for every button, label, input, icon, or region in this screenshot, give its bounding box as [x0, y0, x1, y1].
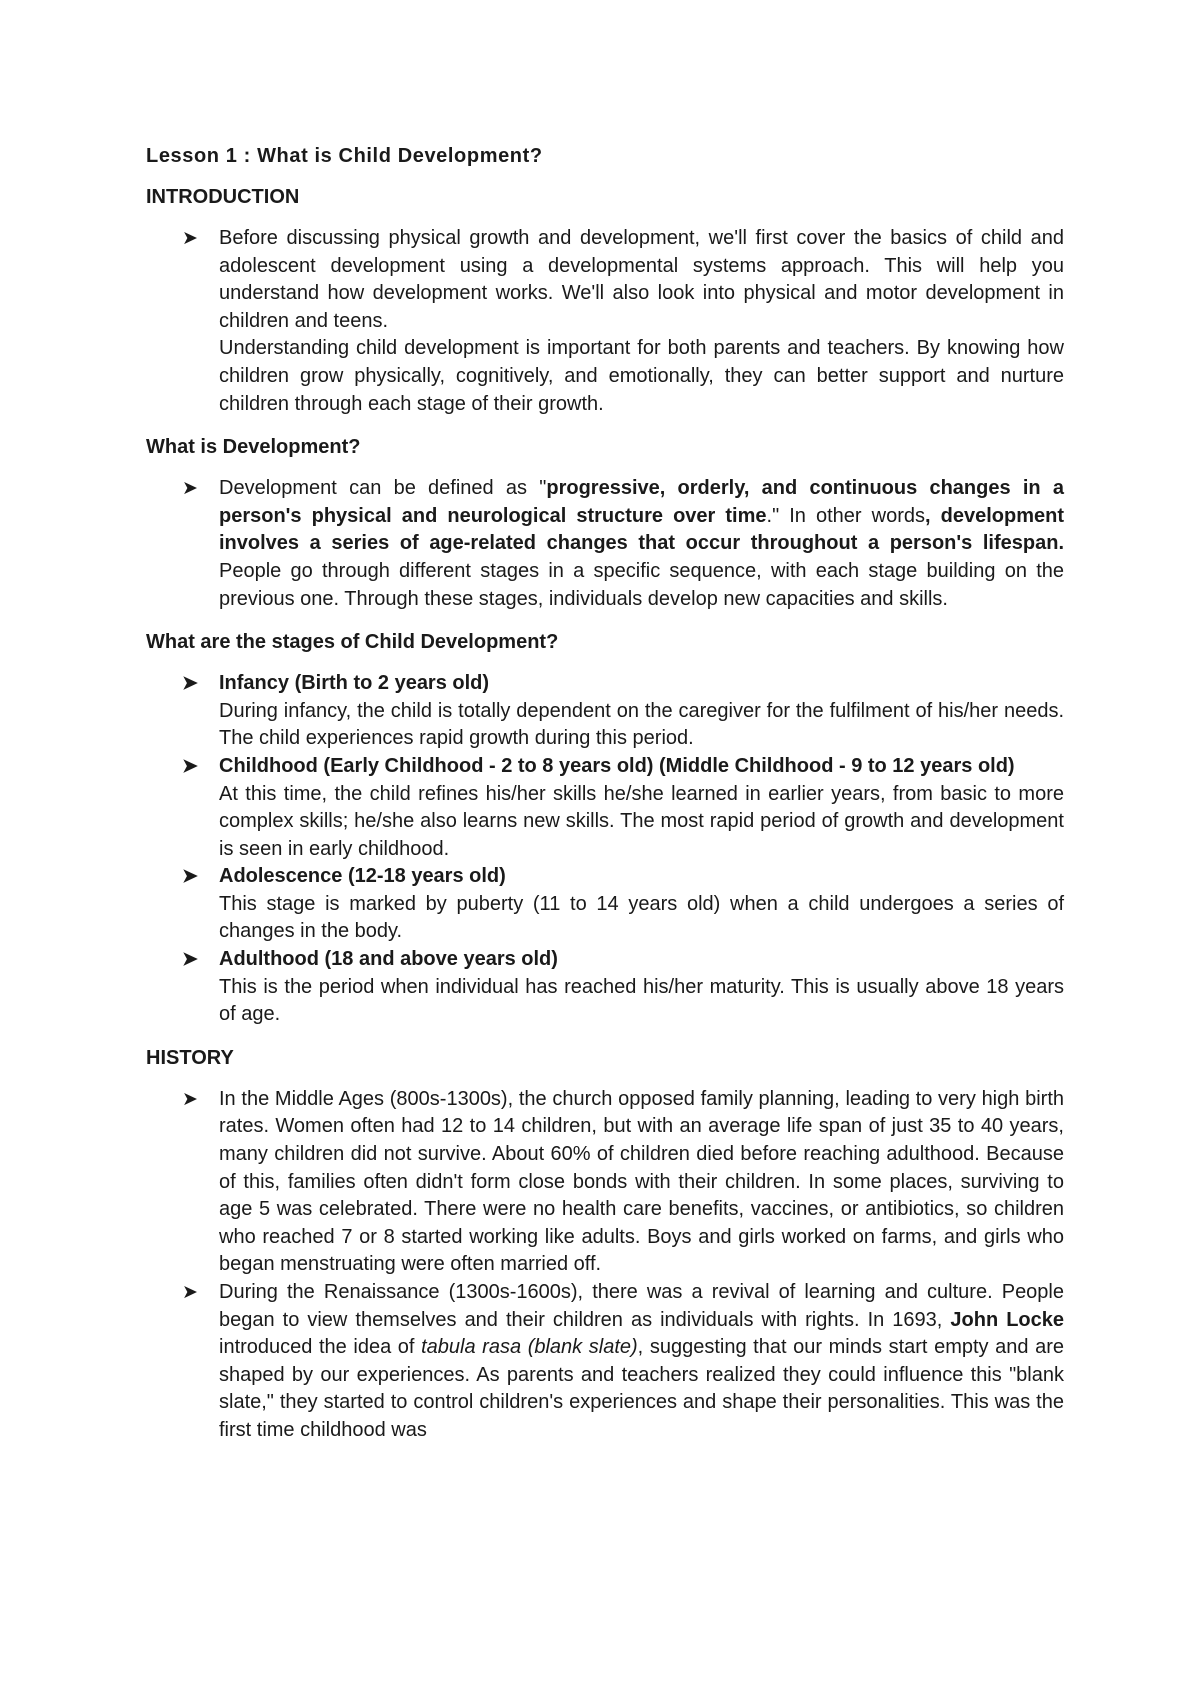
- arrowhead-bullet-icon: ➤: [182, 949, 198, 971]
- renaissance-lead: During the Renaissance (1300s-1600s), there was a revival of learning and culture. People began to view themselves and their children as individuals with rights. In 1693,: [219, 1281, 1064, 1331]
- definition-tail: People go through different stages in a specific sequence, with each stage building on the previous one. Through these stages, individuals develop new capacities and skills.: [219, 559, 1064, 610]
- stage-text: This is the period when individual has reached his/her maturity. This is usually above 18 years of age.: [219, 975, 1064, 1026]
- stage-item-childhood: [146, 753, 1064, 863]
- stage-title: Childhood (Early Childhood - 2 to 8 years old) (Middle Childhood - 9 to 12 years old): [219, 754, 1015, 777]
- arrowhead-bullet-icon: ➤: [182, 1282, 198, 1303]
- development-bullet: [146, 475, 1064, 613]
- section-heading-introduction: INTRODUCTION: [146, 186, 300, 208]
- tabula-rasa-term: tabula rasa (blank slate): [421, 1336, 638, 1359]
- page-content: [146, 145, 1064, 1445]
- john-locke-name: John Locke: [950, 1308, 1064, 1331]
- stage-text: During infancy, the child is totally dependent on the caregiver for the fulfilment of his/her needs. The child experiences rapid growth during this period.: [219, 699, 1064, 750]
- stage-item-adolescence: [146, 863, 1064, 946]
- stage-text: This stage is marked by puberty (11 to 14 years old) when a child undergoes a series of changes in the body.: [219, 892, 1064, 943]
- definition-bold: progressive, orderly, and continuous changes in a person's physical and neurological structure over time: [219, 477, 1064, 527]
- renaissance-mid: introduced the idea of: [219, 1336, 422, 1359]
- stage-title: Adolescence (12-18 years old): [219, 865, 506, 888]
- history-bullet-middle-ages: [146, 1086, 1064, 1279]
- development-paragraph: [219, 475, 1064, 613]
- definition-lead: Development can be defined as ": [219, 477, 547, 500]
- stage-item-adulthood: [146, 946, 1064, 1029]
- history-paragraph-2: [219, 1279, 1064, 1445]
- section-heading-development: What is Development?: [146, 436, 361, 459]
- section-heading-stages: What are the stages of Child Development?: [146, 631, 559, 654]
- arrowhead-bullet-icon: ➤: [182, 866, 198, 888]
- definition-mid: ." In other words: [766, 504, 925, 527]
- arrowhead-bullet-icon: ➤: [182, 1088, 198, 1110]
- definition-bold-2: , development involves a series of age-related changes that occur throughout a person's lifespan.: [219, 504, 1064, 555]
- history-bullet-renaissance: [146, 1279, 1064, 1445]
- stage-title: Adulthood (18 and above years old): [219, 948, 558, 971]
- intro-paragraph-1: Before discussing physical growth and development, we'll first cover the basics of child and adolescent development using a developmental systems approach. This will help you understand how development works. We'll also look into physical and motor development in children and teens.: [219, 227, 1064, 332]
- stage-text: At this time, the child refines his/her skills he/she learned in earlier years, from basic to more complex skills; he/she also learns new skills. The most rapid period of growth and development is seen in early childhood.: [219, 782, 1064, 860]
- stage-item-infancy: [146, 670, 1064, 753]
- intro-paragraph-2: Understanding child development is important for both parents and teachers. By knowing how children grow physically, cognitively, and emotionally, they can better support and nurture children through each stage of their growth.: [219, 337, 1064, 415]
- arrowhead-bullet-icon: ➤: [182, 673, 198, 695]
- arrowhead-bullet-icon: ➤: [182, 478, 198, 500]
- stage-title: Infancy (Birth to 2 years old): [219, 672, 490, 695]
- intro-bullet: [146, 225, 1064, 418]
- arrowhead-bullet-icon: ➤: [182, 228, 198, 249]
- history-paragraph-1: In the Middle Ages (800s-1300s), the church opposed family planning, leading to very high birth rates. Women often had 12 to 14 children, but with an average life span of just 35 to 40 years, many children did not survive. About 60% of children died before reaching adulthood. Because of this, families often didn't form close bonds with their children. In some places, surviving to age 5 was celebrated. There were no health care benefits, vaccines, or antibiotics, so children who reached 7 or 8 started working like adults. Boys and girls worked on farms, and girls who began menstruating were often married off.: [219, 1087, 1064, 1276]
- lesson-title: Lesson 1 : What is Child Development?: [146, 145, 543, 167]
- renaissance-tail: , suggesting that our minds start empty and are shaped by our experiences. As parents and teachers realized they could influence this "blank slate," they started to control children's experiences and shape their personalities. This was the first time childhood was: [219, 1336, 1065, 1441]
- section-heading-history: HISTORY: [146, 1046, 234, 1069]
- arrowhead-bullet-icon: ➤: [182, 755, 198, 777]
